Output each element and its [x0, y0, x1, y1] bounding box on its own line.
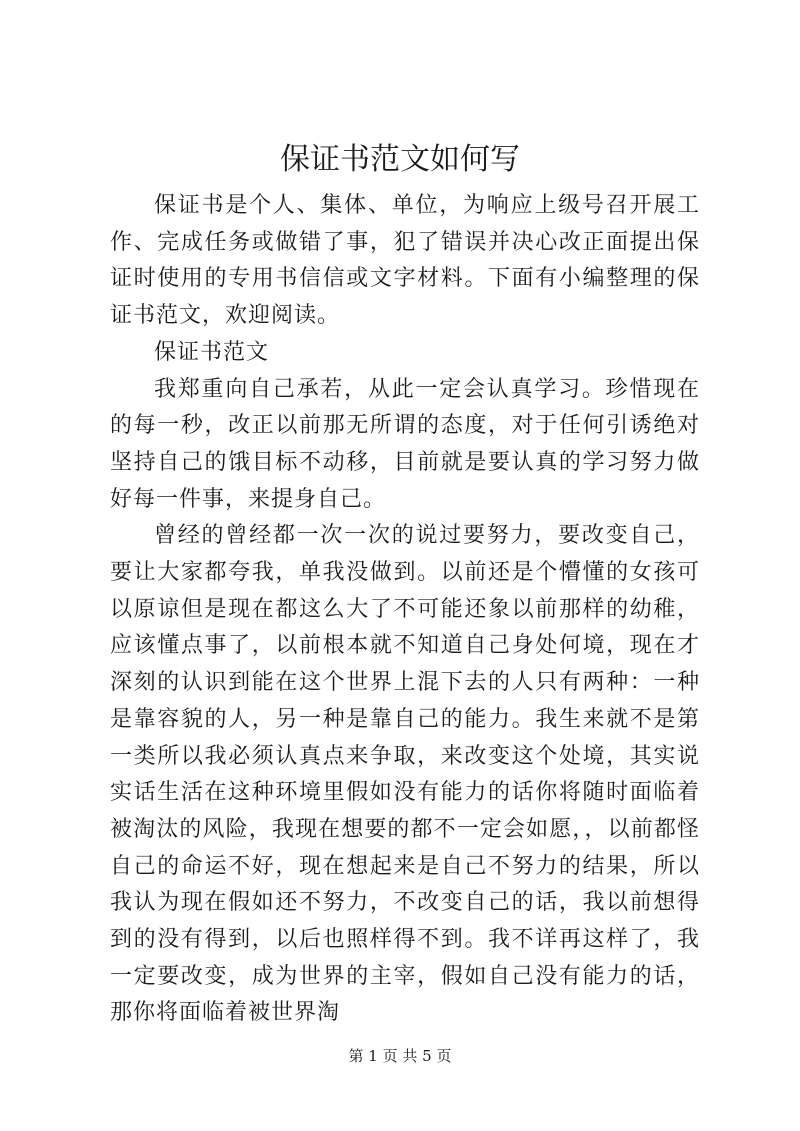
paragraph-reflection: 曾经的曾经都一次一次的说过要努力，要改变自己，要让大家都夸我，单我没做到。以前还是个懵懂的女孩可以原谅但是现在都这么大了不可能还象以前那样的幼稚，应该懂点事了，以前根本就不知道自己身处何境，现在才深刻的认识到能在这个世界上混下去的人只有两种：一种是靠容貌的人，另一种是靠自己的能力。我生来就不是第一类所以我必须认真点来争取，来改变这个处境，其实说实话生活在这种环境里假如没有能力的话你将随时面临着被淘汰的风险，我现在想要的都不一定会如愿，，以前都怪自己的命运不好，现在想起来是自己不努力的结果，所以我认为现在假如还不努力，不改变自己的话，我以前想得到的没有得到，以后也照样得不到。我不详再这样了，我一定要改变，成为世界的主宰，假如自己没有能力的话，那你将面临着被世界淘 — [110, 523, 700, 1026]
paragraph-intro: 保证书是个人、集体、单位，为响应上级号召开展工作、完成任务或做错了事，犯了错误并决心改正面提出保证时使用的专用书信信或文字材料。下面有小编整理的保证书范文，欢迎阅读。 — [110, 193, 700, 329]
page-number-footer: 第 1 页 共 5 页 — [348, 1047, 452, 1065]
paragraph-promise: 我郑重向自己承若，从此一定会认真学习。珍惜现在的每一秒，改正以前那无所谓的态度，对于任何引诱绝对坚持自己的饿目标不动移，目前就是要认真的学习努力做好每一件事，来提身自己。 — [110, 376, 700, 512]
document-title: 保证书范文如何写 — [280, 142, 520, 177]
paragraph-heading: 保证书范文 — [154, 339, 270, 365]
document-body — [110, 188, 700, 1032]
